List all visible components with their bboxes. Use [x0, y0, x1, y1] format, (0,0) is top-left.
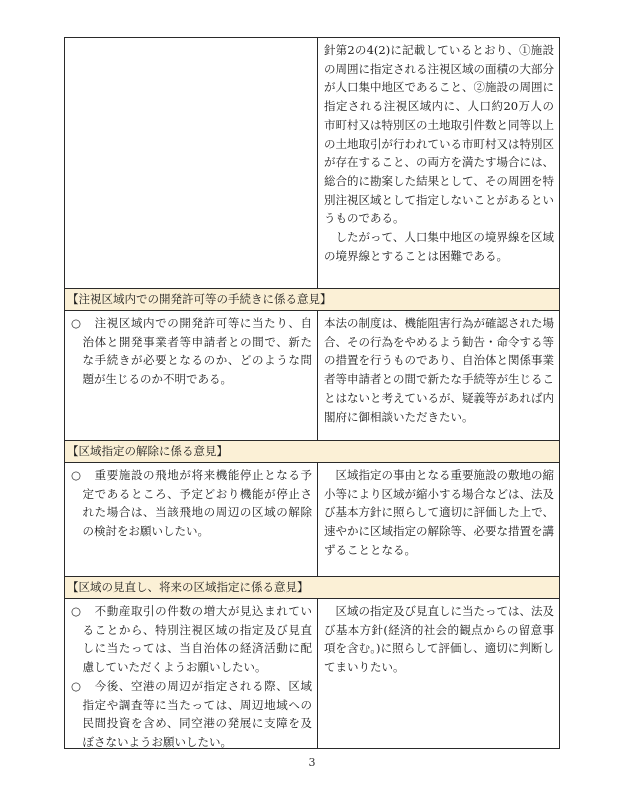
opinion-text: 今後、空港の周辺が指定される際、区域指定や調査等に当たっては、周辺地域への民間投資を含め、同空港の発展に支障を及ぼさないようお願いしたい。 — [82, 678, 312, 749]
section-header-development-permit-procedures: 【注視区域内での開発許可等の手続きに係る意見】 — [65, 289, 559, 311]
circle-bullet-icon: ○ — [71, 316, 82, 330]
circle-bullet-icon: ○ — [71, 678, 82, 693]
opinion-text: 不動産取引の件数の増大が見込まれていることから、特別注視区域の指定及び見直しに当たっては、当自治体の経済活動に配慮していただくようお願いしたい。 — [82, 604, 312, 675]
circle-bullet-icon: ○ — [71, 468, 82, 482]
response-paragraph: 本法の制度は、機能阻害行為が確認された場合、その行為をやめるよう勧告・命令する等の措置を行うものであり、自治体と関係事業者等申請者との間で新たな手続等が生じることはないと考えているが、疑義等があれば内閣府に御相談いただきたい。 — [323, 316, 554, 424]
section-header-zone-review-future-designation: 【区域の見直し、将来の区域指定に係る意見】 — [65, 577, 559, 599]
section-header-designation-cancellation: 【区域指定の解除に係る意見】 — [65, 441, 559, 463]
opinion-text: 注視区域内での開発許可等に当たり、自治体と開発事業者等申請者との間で、新たな手続きが必要となるのか、どのような問題が生じるのか不明である。 — [82, 316, 312, 387]
table-row-section1 — [65, 311, 559, 441]
opinion-cell — [65, 463, 318, 576]
table-row-section3 — [65, 599, 559, 748]
response-paragraph: 針第2の4(2)に記載しているとおり、①施設の周囲に指定される注視区域の面積の大部分が人口集中地区であること、②施設の周囲に指定される注視区域内に、人口約20万人の市町村又は特別区の土地取引件数と同等以上の土地取引が行われている市町村又は特別区が存在すること、の両方を満たす場合には、総合的に勘案した結果として、その周囲を特別注視区域として指定しないことがあるというものである。 — [323, 43, 554, 226]
response-paragraph: したがって、人口集中地区の境界線を区域の境界線とすることは困難である。 — [323, 230, 554, 263]
opinion-cell — [65, 311, 318, 440]
response-cell — [318, 599, 559, 748]
response-paragraph: 区域指定の事由となる重要施設の敷地の縮小等により区域が縮小する場合などは、法及び基本方針に照らして適切に評価した上で、速やかに区域指定の解除等、必要な措置を講ずることとなる。 — [323, 468, 554, 557]
bullet-item — [71, 314, 312, 389]
table-row-section2 — [65, 463, 559, 577]
response-cell — [318, 311, 559, 440]
opinion-cell-empty — [65, 38, 318, 288]
bullet-item — [71, 466, 312, 541]
page-number: 3 — [308, 756, 316, 769]
opinion-text: 重要施設の飛地が将来機能停止となる予定であるところ、予定どおり機能が停止された場合は、当該飛地の周辺の区域の解除の検討をお願いしたい。 — [82, 468, 312, 539]
bullet-item — [71, 677, 312, 752]
circle-bullet-icon: ○ — [71, 604, 82, 618]
response-cell — [318, 463, 559, 576]
response-paragraph: 区域の指定及び見直しに当たっては、法及び基本方針(経済的社会的観点からの留意事項を含む。)に照らして評価し、適切に判断してまいりたい。 — [323, 604, 554, 675]
table-row-continuation — [65, 38, 559, 289]
opinion-cell — [65, 599, 318, 748]
response-cell — [318, 38, 559, 288]
bullet-item — [71, 602, 312, 677]
opinions-responses-table — [64, 37, 560, 749]
